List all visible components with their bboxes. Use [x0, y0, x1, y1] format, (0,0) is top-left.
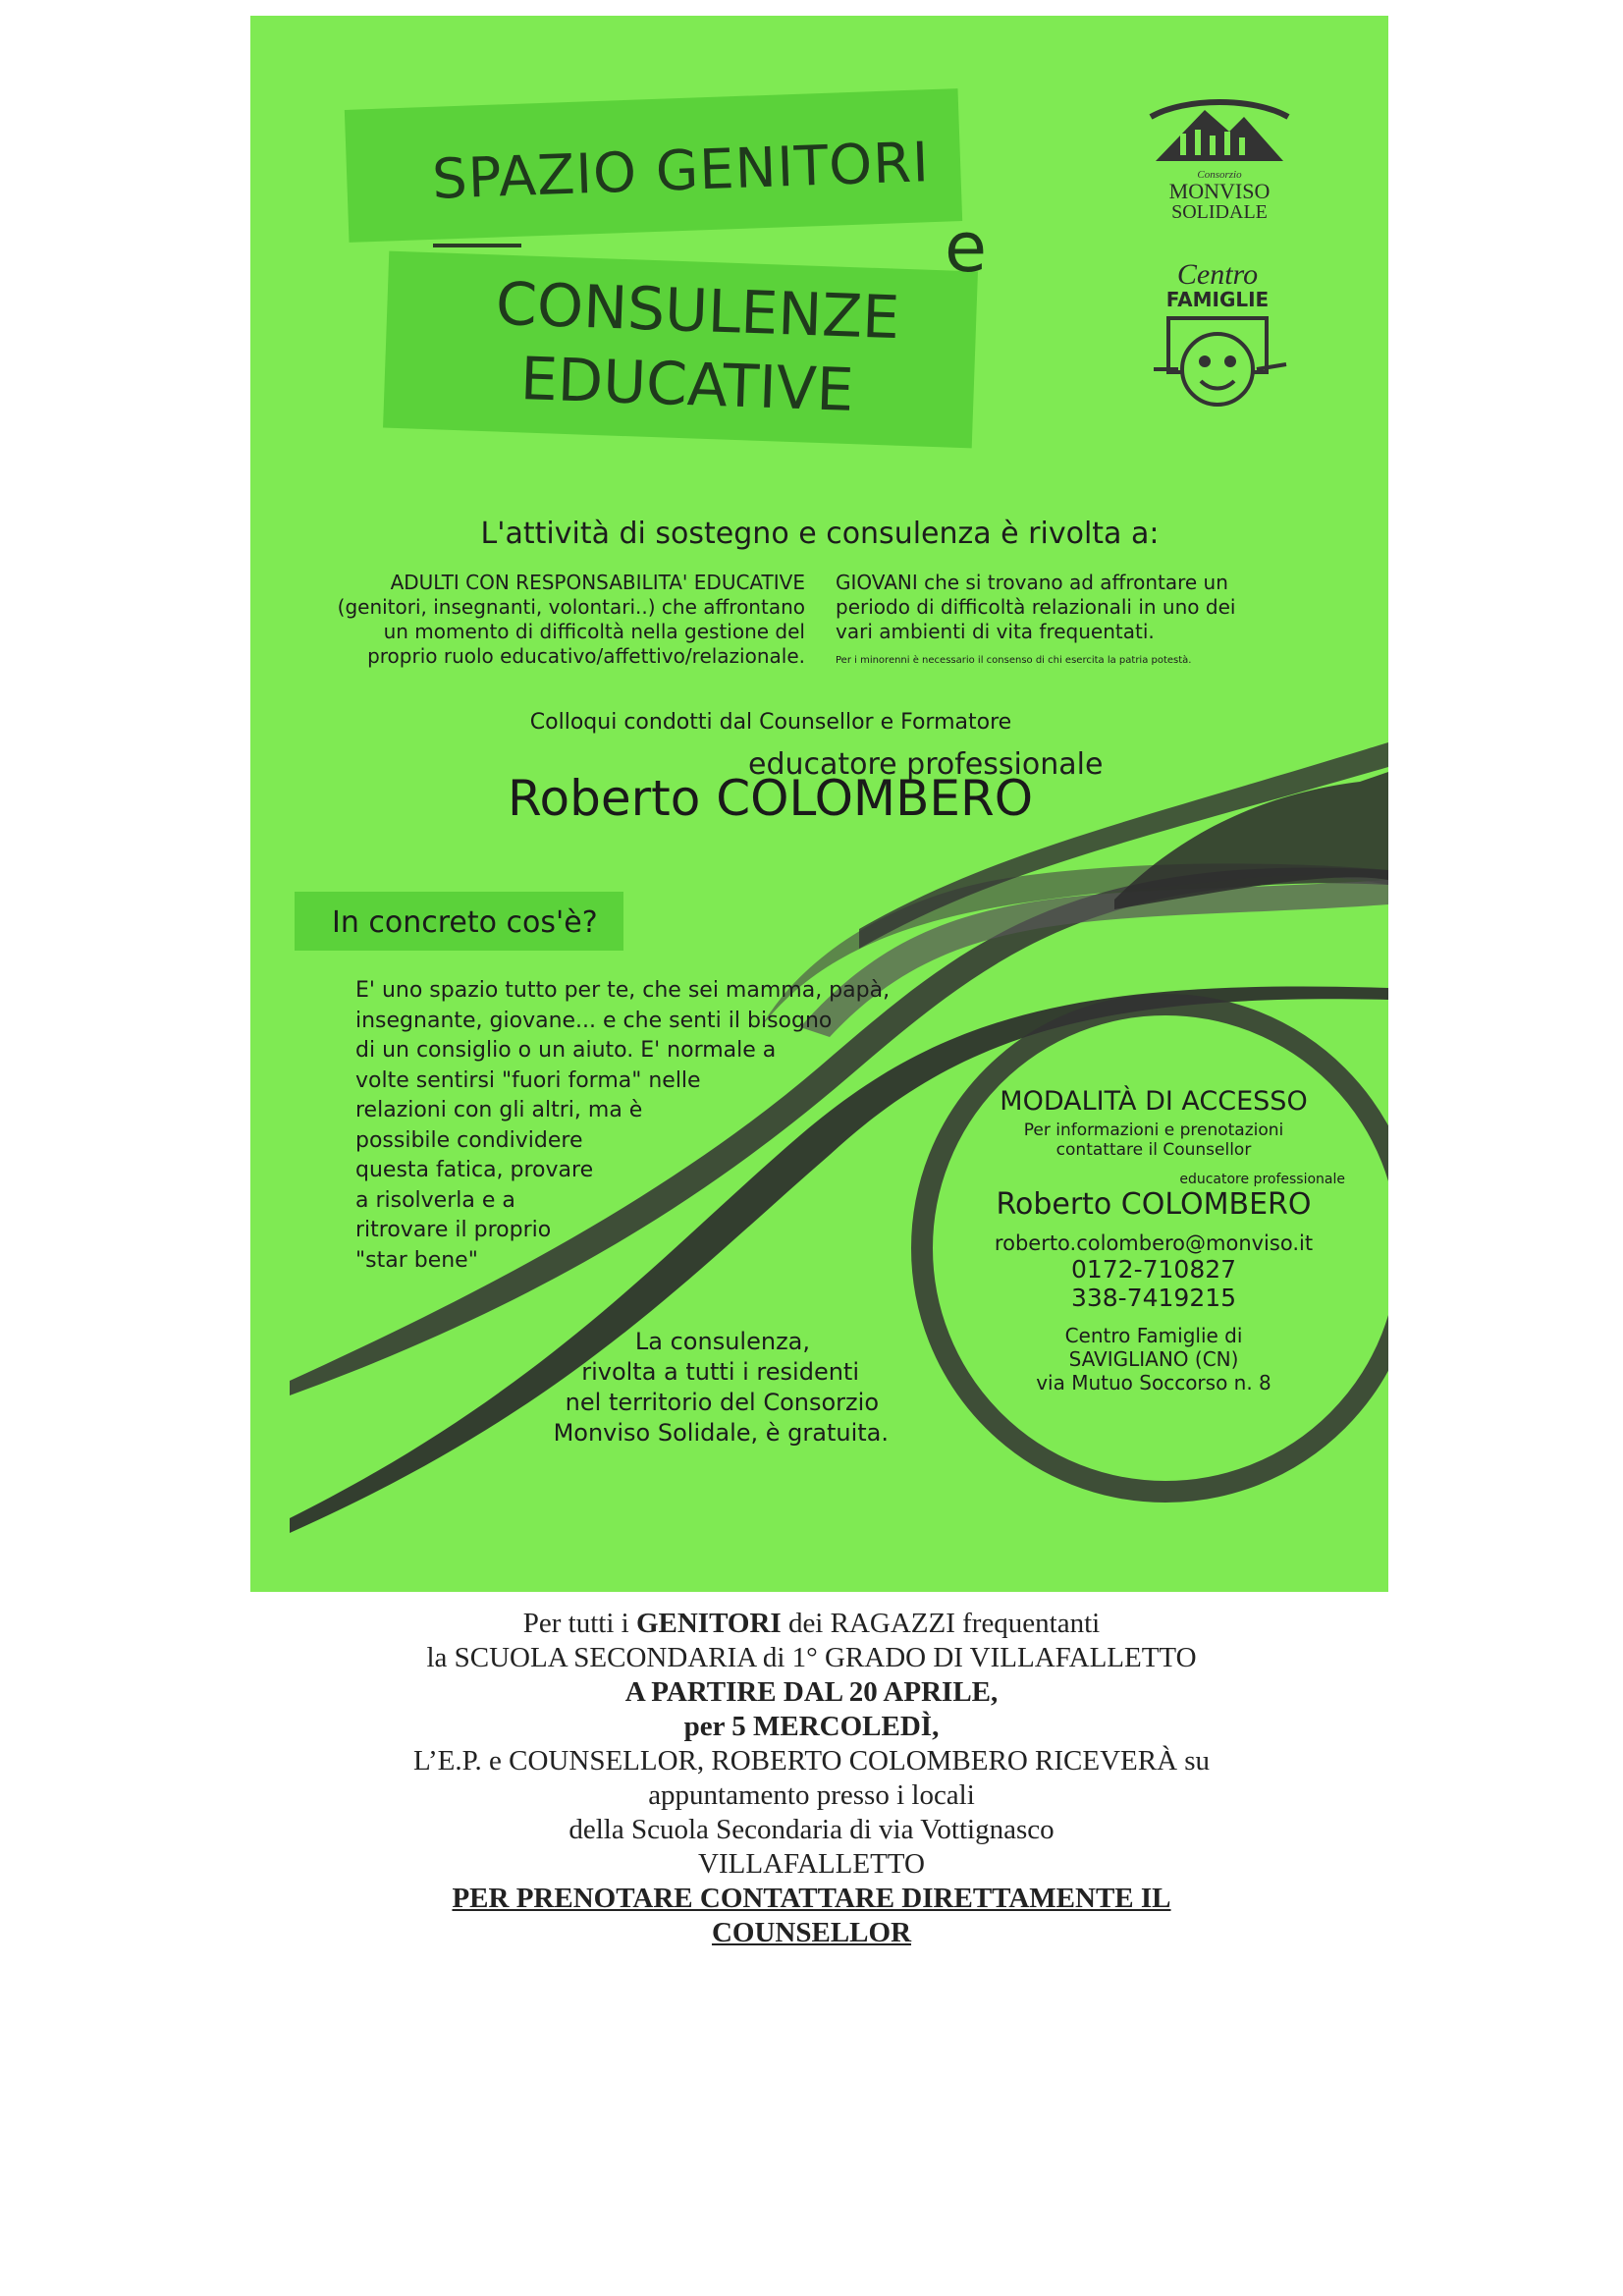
concrete-line-9: ritrovare il proprio — [355, 1218, 552, 1242]
free-line-4: Monviso Solidale, è gratuita. — [553, 1419, 889, 1447]
intro-right-column — [836, 571, 1268, 673]
notice-line-2: la SCUOLA SECONDARIA di 1° GRADO DI VILLAFALLETTO — [426, 1642, 1197, 1673]
concrete-line-4: volte sentirsi "fuori forma" nelle — [355, 1067, 701, 1093]
consorzio-small-label: Consorzio — [1197, 169, 1242, 181]
notice-line-6: appuntamento presso i locali — [648, 1779, 975, 1811]
free-consultation-text — [496, 1327, 889, 1449]
intro-right-line-2: periodo di difficoltà relazionali in uno dei — [836, 595, 1236, 619]
intro-left-column — [270, 571, 805, 669]
access-info-1: Per informazioni e prenotazioni — [1023, 1121, 1284, 1140]
centro-famiglie-logo — [1144, 258, 1291, 428]
concrete-line-7: questa fatica, provare — [355, 1158, 594, 1182]
access-info-2: contattare il Counsellor — [1055, 1140, 1252, 1160]
concrete-line-3: di un consiglio o un aiuto. E' normale a — [355, 1038, 777, 1063]
notice-line-1-bold: GENITORI — [635, 1608, 782, 1639]
intro-left-line-4: proprio ruolo educativo/affettivo/relazionale. — [367, 644, 805, 668]
concrete-line-1: E' uno spazio tutto per te, che sei mamma, papà, — [355, 978, 891, 1003]
free-line-3: nel territorio del Consorzio — [565, 1389, 879, 1416]
intro-left-line-2: (genitori, insegnanti, volontari..) che affrontano — [337, 595, 805, 619]
access-phone-1: 0172-710827 — [1070, 1255, 1237, 1284]
notice-line-7: della Scuola Secondaria di via Vottignasco — [568, 1814, 1055, 1845]
notice-line-4: per 5 MERCOLEDÌ, — [683, 1711, 940, 1742]
intro-right-line-1: GIOVANI che si trovano ad affrontare un — [836, 571, 1228, 594]
access-place-3: via Mutuo Soccorso n. 8 — [1036, 1371, 1271, 1394]
access-name: Roberto COLOMBERO — [996, 1187, 1312, 1222]
notice-line-1-pre: Per tutti i — [522, 1608, 636, 1639]
consorzio-name-2: SOLIDALE — [1171, 201, 1268, 223]
concrete-line-5: relazioni con gli altri, ma è — [355, 1098, 643, 1122]
access-block — [938, 1086, 1370, 1394]
intro-left-line-1: ADULTI CON RESPONSABILITA' EDUCATIVE — [390, 571, 805, 594]
intro-right-line-3: vari ambienti di vita frequentati. — [836, 620, 1155, 643]
notice-line-10: COUNSELLOR — [711, 1917, 912, 1948]
title-line-3: EDUCATIVE — [518, 345, 855, 425]
notice-line-3: A PARTIRE DAL 20 APRILE, — [624, 1676, 999, 1708]
consorzio-name-1: MONVISO — [1168, 179, 1271, 203]
notice-line-1 — [0, 1607, 1623, 1641]
centro-script-label: Centro — [1176, 258, 1259, 291]
counsellor-by-line: Colloqui condotti dal Counsellor e Formatore — [529, 710, 1012, 735]
concrete-heading: In concreto cos'è? — [332, 905, 598, 940]
mountain-people-icon — [1146, 92, 1293, 171]
intro-left-line-3: un momento di difficoltà nella gestione del — [383, 620, 805, 643]
centro-name-label: FAMIGLIE — [1165, 288, 1270, 311]
flyer — [250, 16, 1388, 1592]
free-line-2: rivolta a tutti i residenti — [581, 1358, 859, 1386]
notice-line-1-post: dei RAGAZZI frequentanti — [781, 1608, 1101, 1639]
access-role: educatore professionale — [1179, 1172, 1345, 1187]
notice-line-5: L’E.P. e COUNSELLOR, ROBERTO COLOMBERO RICEVERÀ su — [412, 1745, 1211, 1777]
counsellor-name: Roberto COLOMBERO — [508, 770, 1034, 827]
intro-heading: L'attività di sostegno e consulenza è rivolta a: — [480, 517, 1160, 551]
concrete-line-10: "star bene" — [355, 1247, 478, 1273]
access-email: roberto.colombero@monviso.it — [994, 1231, 1314, 1255]
title-line-2: CONSULENZE — [494, 269, 901, 354]
free-line-1: La consulenza, — [634, 1328, 810, 1355]
access-place-1: Centro Famiglie di — [1064, 1324, 1243, 1347]
title-conjunction: e — [945, 207, 988, 288]
title-line-1: SPAZIO GENITORI — [431, 131, 931, 212]
concrete-line-2: insegnante, giovane... e che senti il bisogno — [355, 1008, 833, 1033]
school-notice — [0, 1607, 1623, 1950]
notice-line-9: PER PRENOTARE CONTATTARE DIRETTAMENTE IL — [452, 1883, 1171, 1914]
intro-note: Per i minorenni è necessario il consenso di chi esercita la patria potestà. — [836, 655, 1192, 666]
access-phone-2: 338-7419215 — [1070, 1284, 1237, 1312]
concrete-line-6: possibile condividere — [355, 1127, 583, 1153]
family-house-icon — [1144, 310, 1291, 418]
access-heading: MODALITÀ DI ACCESSO — [1000, 1086, 1308, 1117]
concrete-line-8: a risolverla e a — [355, 1187, 515, 1213]
consorzio-logo — [1146, 92, 1293, 223]
concrete-text — [355, 976, 890, 1276]
notice-line-8: VILLAFALLETTO — [698, 1848, 925, 1880]
title-rule — [433, 244, 521, 247]
counsellor-role: educatore professionale — [748, 747, 1104, 782]
access-place-2: SAVIGLIANO (CN) — [1068, 1347, 1239, 1371]
